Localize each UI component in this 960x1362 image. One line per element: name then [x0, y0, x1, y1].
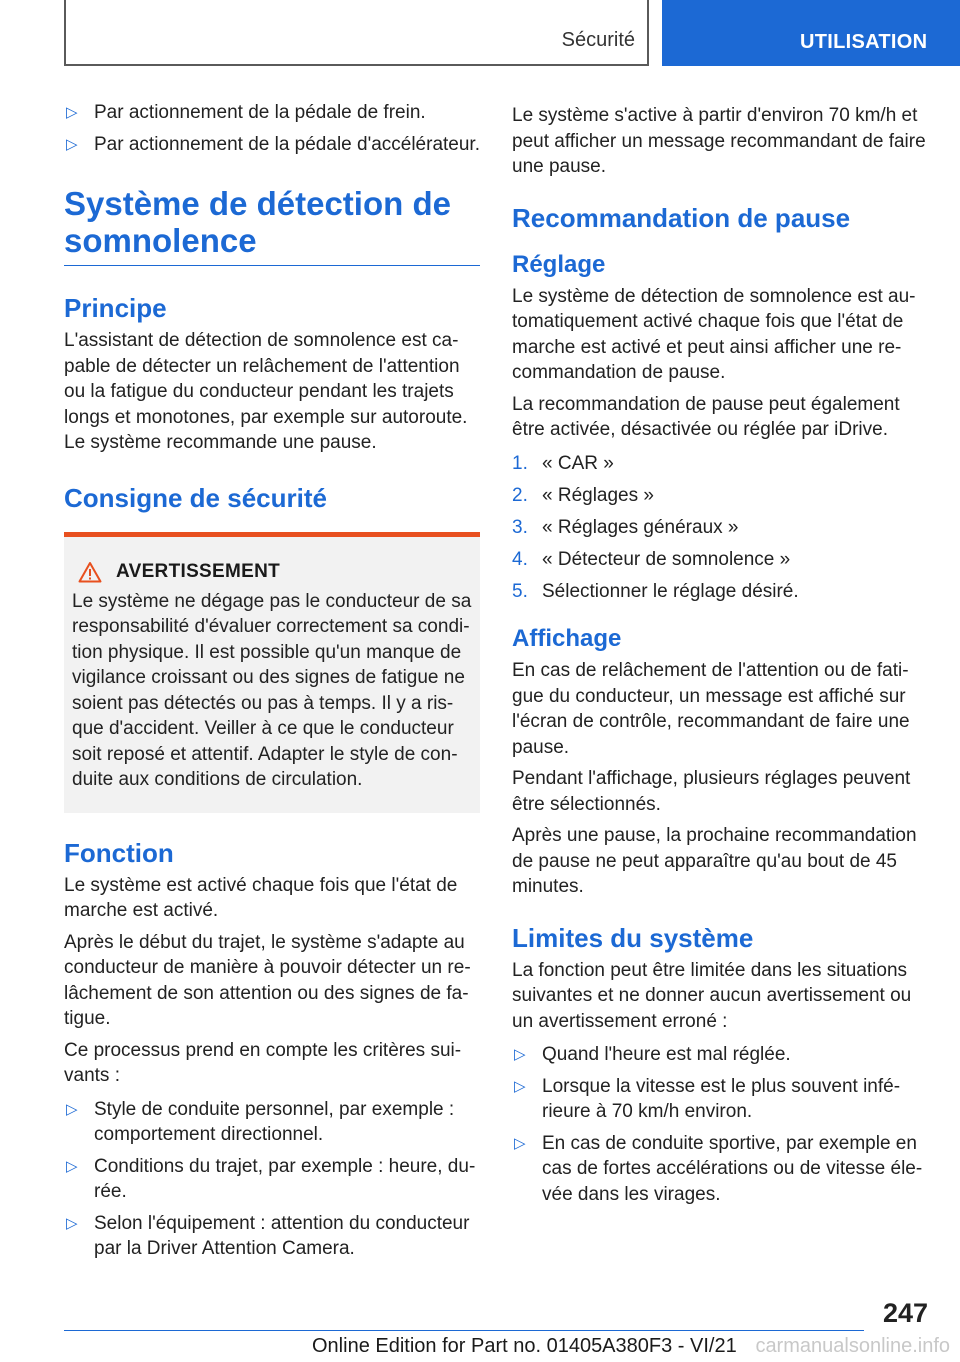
heading-recommandation: Recommandation de pause	[512, 202, 851, 233]
page-number: 247	[882, 1298, 928, 1328]
warning-triangle-icon	[78, 561, 102, 583]
triangle-right-icon: ▷	[514, 1134, 526, 1152]
principe-text: L'assistant de détection de somnolence est capable de détecter un relâchement de l'attention ou la fatigue du conducteur pendant les trajets longs et monotones, par exemple sur autoroute. Le système recommande une pause.	[64, 330, 468, 453]
list-item: ▷ Par actionnement de la pédale d'accélérateur.	[64, 132, 480, 158]
footer-edition: Online Edition for Part no. 01405A380F3 - VI/21	[312, 1335, 737, 1357]
affichage-paragraph: En cas de relâchement de l'attention ou de fatigue du conducteur, un message est affiché sur l'écran de contrôle, recommandant de faire une pause.	[512, 660, 910, 758]
list-item: 1. « CAR »	[512, 452, 614, 474]
heading-consigne: Consigne de sécurité	[64, 482, 327, 513]
affichage-paragraph: Pendant l'affichage, plusieurs réglages peuvent être sélectionnés.	[512, 768, 911, 815]
header-section-box	[64, 0, 649, 66]
steps-list	[512, 451, 928, 605]
reglage-paragraph: La recommandation de pause peut également être activée, désactivée ou réglée par iDrive.	[512, 393, 900, 440]
triangle-right-icon: ▷	[66, 104, 78, 121]
header-chapter-title: UTILISATION	[800, 31, 928, 53]
header-chapter-tab	[662, 0, 960, 66]
right-intro-text: Le système s'active à partir d'environ 70 km/h et peut afficher un message recommandant de faire une pause.	[512, 105, 926, 177]
triangle-right-icon: ▷	[514, 1046, 526, 1063]
triangle-right-icon: ▷	[66, 1100, 78, 1118]
footer-divider	[64, 1330, 864, 1331]
footer-watermark: carmanualsonline.info	[755, 1335, 950, 1357]
list-item: 5. Sélectionner le réglage désiré.	[512, 580, 799, 602]
heading-fonction: Fonction	[64, 837, 174, 868]
criteria-bullet-list	[64, 1097, 480, 1262]
right-column	[512, 103, 928, 1213]
intro-bullet-list	[64, 100, 480, 157]
triangle-right-icon: ▷	[66, 1214, 78, 1232]
list-item: ▷ En cas de conduite sportive, par exemple en cas de fortes accélérations ou de vitesse élevée dans les virages.	[514, 1132, 923, 1205]
list-item: ▷ Style de conduite personnel, par exemple : comportement directionnel.	[66, 1098, 455, 1145]
limites-text: La fonction peut être limitée dans les situations suivantes et ne donner aucun avertissement ou un avertissement erroné :	[512, 959, 912, 1032]
list-item: ▷ Quand l'heure est mal réglée.	[512, 1042, 928, 1068]
heading-principe: Principe	[64, 293, 167, 323]
list-item: ▷ Lorsque la vitesse est le plus souvent inférieure à 70 km/h environ.	[514, 1075, 901, 1122]
limites-bullet-list	[512, 1042, 928, 1207]
list-item: 3. « Réglages généraux »	[512, 516, 739, 538]
list-item: ▷ Selon l'équipement : attention du conducteur par la Driver Attention Camera.	[66, 1212, 470, 1259]
heading-reglage: Réglage	[512, 250, 606, 278]
header-section-title: Sécurité	[561, 29, 635, 51]
left-column	[64, 100, 480, 1268]
warning-box	[64, 532, 480, 813]
warning-text: Le système ne dégage pas le conducteur de sa responsabilité d'évaluer correctement sa condition physique. Il est possible qu'un manque de vigilance croissant ou des signes de fatigue ne soient pas détectés ou pas à temps. Il y a risque d'accident. Veiller à ce que le conducteur soit reposé et attentif. Adapter le style de conduite aux conditions de circulation.	[72, 590, 472, 790]
affichage-paragraph: Après une pause, la prochaine recommandation de pause ne peut apparaître qu'au bout de 45 minutes.	[512, 825, 917, 897]
list-item: 4. « Détecteur de somnolence »	[512, 548, 791, 570]
heading-affichage: Affichage	[512, 625, 622, 652]
warning-header	[72, 561, 472, 583]
fonction-paragraph: Le système est activé chaque fois que l'état de marche est activé.	[64, 874, 458, 921]
warning-title: AVERTISSEMENT	[116, 560, 281, 582]
list-item: ▷ Par actionnement de la pédale de frein.	[64, 100, 480, 126]
triangle-right-icon: ▷	[514, 1077, 526, 1095]
fonction-paragraph: Ce processus prend en compte les critères suivants :	[64, 1039, 462, 1086]
list-item: 2. « Réglages »	[512, 484, 654, 506]
reglage-paragraph: Le système de détection de somnolence est automatiquement activé chaque fois que l'état de marche est activé et peut ainsi afficher une recommandation de pause.	[512, 285, 916, 383]
triangle-right-icon: ▷	[66, 1157, 78, 1175]
heading-limites: Limites du système	[512, 922, 754, 953]
section-title: Système de détection de somnolence	[64, 185, 480, 266]
list-item: ▷ Conditions du trajet, par exemple : heure, durée.	[66, 1155, 476, 1202]
triangle-right-icon: ▷	[66, 135, 78, 153]
fonction-paragraph: Après le début du trajet, le système s'adapte au conducteur de manière à pouvoir détecter un relâchement de son attention ou des signes de fatigue.	[64, 931, 471, 1029]
